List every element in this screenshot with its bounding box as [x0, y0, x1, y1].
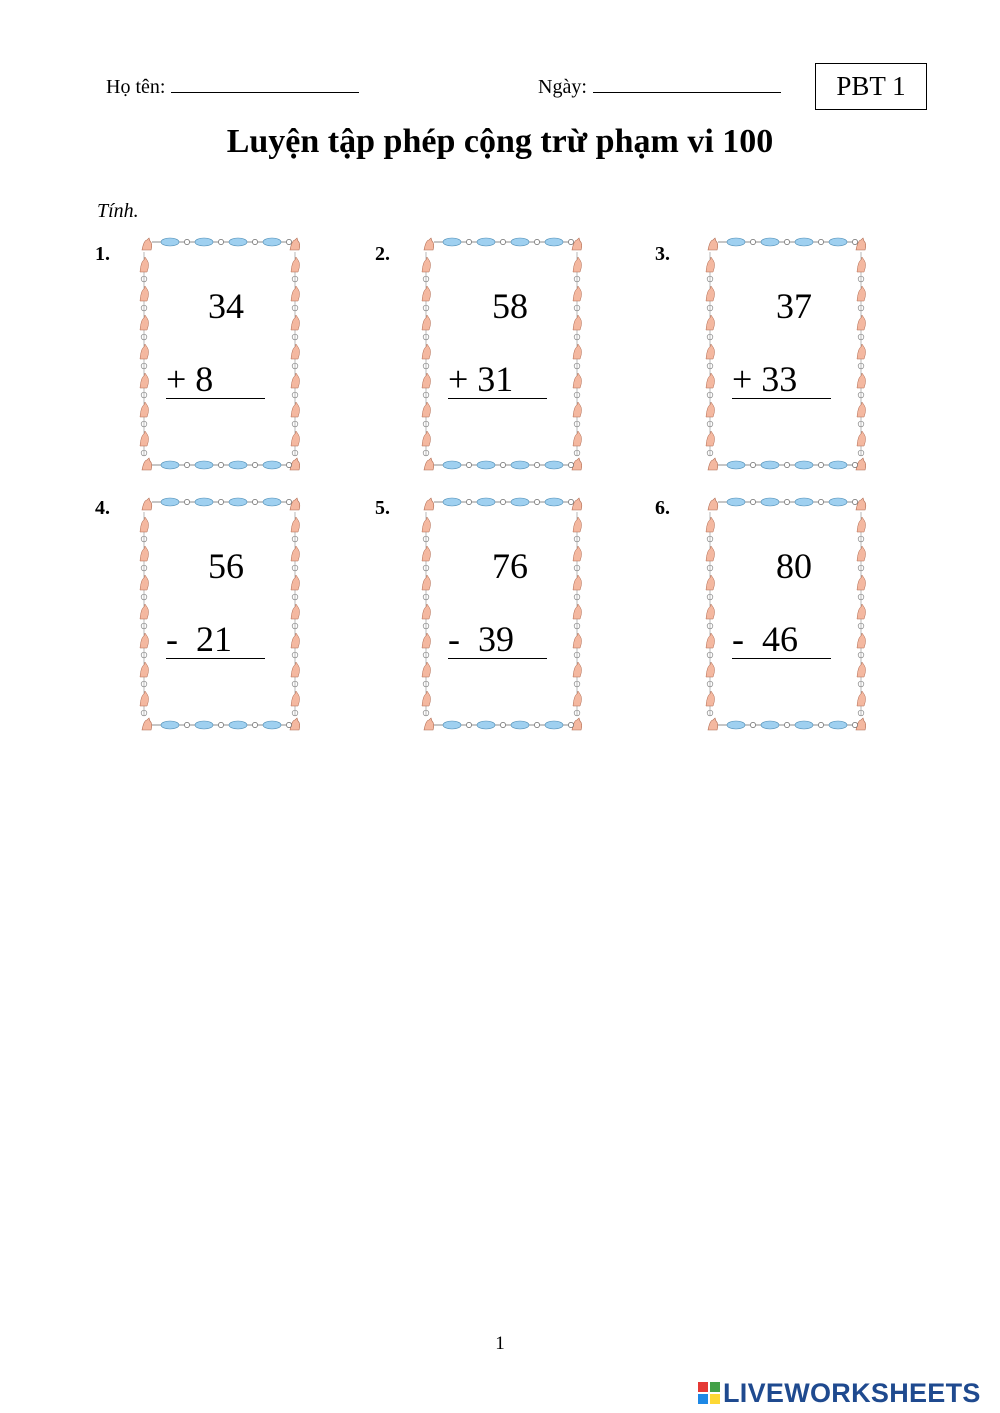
bead-icon: [750, 239, 755, 244]
problem-number: 6.: [655, 497, 670, 519]
fish-icon: [477, 461, 495, 469]
cat-icon: [422, 344, 431, 359]
cat-icon: [708, 458, 718, 470]
bead-icon: [534, 239, 539, 244]
problem-card: [704, 236, 868, 472]
bead-icon: [568, 722, 573, 727]
cat-icon: [422, 373, 431, 388]
cat-icon: [140, 286, 149, 301]
second-operand: - 39: [448, 619, 514, 659]
bead-icon: [218, 462, 223, 467]
fish-icon: [161, 461, 179, 469]
cat-icon: [422, 517, 431, 532]
cat-icon: [706, 344, 715, 359]
cat-icon: [422, 691, 431, 706]
first-operand: 37: [776, 286, 812, 326]
cat-icon: [857, 662, 866, 677]
bead-icon: [818, 239, 823, 244]
bead-icon: [184, 722, 189, 727]
cat-icon: [140, 575, 149, 590]
cat-icon: [291, 691, 300, 706]
cat-icon: [856, 238, 866, 250]
fish-icon: [727, 461, 745, 469]
cat-icon: [291, 344, 300, 359]
brand-footer[interactable]: [697, 1378, 981, 1408]
fish-icon: [443, 498, 461, 506]
problem-card: [704, 496, 868, 732]
first-operand: 34: [208, 286, 244, 326]
bead-icon: [500, 722, 505, 727]
cat-icon: [706, 575, 715, 590]
fish-icon: [195, 721, 213, 729]
name-blank[interactable]: [171, 74, 359, 93]
answer-line[interactable]: [448, 398, 547, 399]
bead-icon: [568, 239, 573, 244]
cat-icon: [706, 315, 715, 330]
bead-icon: [534, 499, 539, 504]
sheet-code-box: [815, 63, 927, 110]
cat-icon: [573, 402, 582, 417]
fish-icon: [727, 721, 745, 729]
bead-icon: [252, 499, 257, 504]
fish-icon: [229, 461, 247, 469]
bead-icon: [286, 722, 291, 727]
cat-icon: [291, 633, 300, 648]
bead-icon: [818, 722, 823, 727]
bead-icon: [568, 462, 573, 467]
cat-icon: [857, 633, 866, 648]
fish-icon: [511, 498, 529, 506]
bead-icon: [466, 462, 471, 467]
second-operand: - 21: [166, 619, 232, 659]
fish-icon: [795, 238, 813, 246]
fish-icon: [263, 461, 281, 469]
cat-icon: [706, 662, 715, 677]
fish-icon: [511, 461, 529, 469]
cat-icon: [140, 517, 149, 532]
bead-icon: [852, 499, 857, 504]
fish-icon: [829, 721, 847, 729]
fish-icon: [161, 238, 179, 246]
cat-icon: [706, 517, 715, 532]
cat-icon: [142, 238, 152, 250]
bead-icon: [750, 462, 755, 467]
cat-icon: [706, 431, 715, 446]
cat-icon: [140, 633, 149, 648]
cat-icon: [857, 575, 866, 590]
cat-icon: [706, 257, 715, 272]
cat-icon: [140, 402, 149, 417]
fish-icon: [477, 238, 495, 246]
bead-icon: [750, 722, 755, 727]
bead-icon: [750, 499, 755, 504]
date-blank[interactable]: [593, 74, 781, 93]
fish-icon: [477, 498, 495, 506]
fish-icon: [263, 721, 281, 729]
cat-icon: [422, 431, 431, 446]
cat-icon: [140, 344, 149, 359]
answer-line[interactable]: [448, 658, 547, 659]
first-operand: 76: [492, 546, 528, 586]
fish-icon: [511, 721, 529, 729]
cat-icon: [857, 315, 866, 330]
cat-icon: [424, 718, 434, 730]
cat-icon: [422, 546, 431, 561]
decorative-border: [138, 496, 302, 732]
bead-icon: [852, 239, 857, 244]
cat-icon: [857, 691, 866, 706]
name-field: [106, 74, 359, 99]
cat-icon: [708, 498, 718, 510]
cat-icon: [422, 257, 431, 272]
cat-icon: [573, 575, 582, 590]
first-operand: 80: [776, 546, 812, 586]
cat-icon: [573, 633, 582, 648]
fish-icon: [795, 721, 813, 729]
problem-number: 2.: [375, 243, 390, 265]
second-operand: + 33: [732, 359, 798, 399]
problem-number: 4.: [95, 497, 110, 519]
liveworksheets-logo-icon: [697, 1381, 721, 1405]
fish-icon: [443, 721, 461, 729]
fish-icon: [195, 461, 213, 469]
cat-icon: [291, 373, 300, 388]
problem-number: 5.: [375, 497, 390, 519]
sheet-code: PBT 1: [836, 71, 906, 101]
fish-icon: [545, 721, 563, 729]
cat-icon: [142, 458, 152, 470]
cat-icon: [706, 286, 715, 301]
cat-icon: [422, 315, 431, 330]
cat-icon: [142, 718, 152, 730]
cat-icon: [424, 238, 434, 250]
fish-icon: [443, 238, 461, 246]
decorative-border: [704, 496, 868, 732]
cat-icon: [291, 546, 300, 561]
bead-icon: [184, 462, 189, 467]
fish-icon: [545, 461, 563, 469]
cat-icon: [573, 315, 582, 330]
answer-line[interactable]: [732, 658, 831, 659]
cat-icon: [422, 402, 431, 417]
cat-icon: [140, 662, 149, 677]
cat-icon: [422, 286, 431, 301]
bead-icon: [184, 239, 189, 244]
bead-icon: [218, 499, 223, 504]
fish-icon: [761, 238, 779, 246]
cat-icon: [573, 344, 582, 359]
cat-icon: [706, 691, 715, 706]
bead-icon: [500, 499, 505, 504]
cat-icon: [291, 575, 300, 590]
fish-icon: [727, 238, 745, 246]
fish-icon: [795, 498, 813, 506]
problem-card: [420, 496, 584, 732]
bead-icon: [466, 499, 471, 504]
cat-icon: [857, 344, 866, 359]
cat-icon: [140, 373, 149, 388]
cat-icon: [140, 315, 149, 330]
cat-icon: [706, 402, 715, 417]
bead-icon: [286, 462, 291, 467]
bead-icon: [466, 239, 471, 244]
cat-icon: [140, 257, 149, 272]
cat-icon: [573, 517, 582, 532]
cat-icon: [573, 257, 582, 272]
fish-icon: [263, 238, 281, 246]
cat-icon: [291, 286, 300, 301]
cat-icon: [422, 633, 431, 648]
bead-icon: [286, 239, 291, 244]
cat-icon: [572, 498, 582, 510]
fish-icon: [795, 461, 813, 469]
cat-icon: [422, 662, 431, 677]
cat-icon: [291, 315, 300, 330]
answer-line[interactable]: [732, 398, 831, 399]
cat-icon: [706, 373, 715, 388]
problem-card: [138, 496, 302, 732]
fish-icon: [161, 721, 179, 729]
first-operand: 58: [492, 286, 528, 326]
fish-icon: [443, 461, 461, 469]
cat-icon: [422, 604, 431, 619]
date-label: Ngày:: [538, 76, 587, 98]
fish-icon: [761, 721, 779, 729]
cat-icon: [291, 517, 300, 532]
bead-icon: [852, 722, 857, 727]
cat-icon: [290, 238, 300, 250]
fish-icon: [829, 461, 847, 469]
bead-icon: [818, 499, 823, 504]
cat-icon: [857, 604, 866, 619]
cat-icon: [857, 431, 866, 446]
bead-icon: [784, 722, 789, 727]
cat-icon: [424, 498, 434, 510]
fish-icon: [727, 498, 745, 506]
fish-icon: [195, 238, 213, 246]
cat-icon: [708, 238, 718, 250]
fish-icon: [263, 498, 281, 506]
cat-icon: [140, 604, 149, 619]
bead-icon: [252, 722, 257, 727]
bead-icon: [784, 239, 789, 244]
bead-icon: [534, 462, 539, 467]
cat-icon: [424, 458, 434, 470]
name-label: Họ tên:: [106, 76, 166, 98]
cat-icon: [708, 718, 718, 730]
cat-icon: [291, 431, 300, 446]
bead-icon: [852, 462, 857, 467]
cat-icon: [573, 431, 582, 446]
fish-icon: [829, 498, 847, 506]
page-title: Luyện tập phép cộng trừ phạm vi 100: [226, 123, 774, 160]
cat-icon: [573, 373, 582, 388]
cat-icon: [422, 575, 431, 590]
bead-icon: [286, 499, 291, 504]
cat-icon: [857, 373, 866, 388]
cat-icon: [706, 633, 715, 648]
bead-icon: [784, 499, 789, 504]
cat-icon: [573, 546, 582, 561]
cat-icon: [573, 286, 582, 301]
cat-icon: [857, 402, 866, 417]
bead-icon: [500, 462, 505, 467]
fish-icon: [545, 238, 563, 246]
cat-icon: [291, 604, 300, 619]
bead-icon: [184, 499, 189, 504]
cat-icon: [706, 546, 715, 561]
date-field: [538, 74, 781, 99]
bead-icon: [466, 722, 471, 727]
fish-icon: [161, 498, 179, 506]
bead-icon: [568, 499, 573, 504]
cat-icon: [573, 604, 582, 619]
cat-icon: [857, 286, 866, 301]
fish-icon: [229, 238, 247, 246]
cat-icon: [572, 238, 582, 250]
page-number: 1: [495, 1333, 505, 1354]
second-operand: - 46: [732, 619, 798, 659]
fish-icon: [545, 498, 563, 506]
cat-icon: [291, 402, 300, 417]
cat-icon: [290, 498, 300, 510]
cat-icon: [857, 257, 866, 272]
cat-icon: [140, 431, 149, 446]
bead-icon: [252, 462, 257, 467]
bead-icon: [500, 239, 505, 244]
problem-number: 3.: [655, 243, 670, 265]
cat-icon: [573, 662, 582, 677]
bead-icon: [218, 722, 223, 727]
fish-icon: [229, 498, 247, 506]
cat-icon: [142, 498, 152, 510]
cat-icon: [291, 662, 300, 677]
fish-icon: [829, 238, 847, 246]
bead-icon: [534, 722, 539, 727]
cat-icon: [857, 546, 866, 561]
answer-line[interactable]: [166, 658, 265, 659]
decorative-border: [704, 236, 868, 472]
cat-icon: [140, 691, 149, 706]
brand-name: LIVEWORKSHEETS: [723, 1377, 981, 1408]
cat-icon: [706, 604, 715, 619]
cat-icon: [291, 257, 300, 272]
decorative-border: [420, 236, 584, 472]
fish-icon: [477, 721, 495, 729]
cat-icon: [140, 546, 149, 561]
cat-icon: [573, 691, 582, 706]
problem-card: [420, 236, 584, 472]
fish-icon: [511, 238, 529, 246]
fish-icon: [195, 498, 213, 506]
instruction: Tính.: [97, 200, 139, 222]
fish-icon: [761, 498, 779, 506]
cat-icon: [857, 517, 866, 532]
first-operand: 56: [208, 546, 244, 586]
problem-number: 1.: [95, 243, 110, 265]
decorative-border: [420, 496, 584, 732]
problem-card: [138, 236, 302, 472]
bead-icon: [218, 239, 223, 244]
bead-icon: [784, 462, 789, 467]
cat-icon: [856, 498, 866, 510]
bead-icon: [818, 462, 823, 467]
fish-icon: [229, 721, 247, 729]
answer-line[interactable]: [166, 398, 265, 399]
bead-icon: [252, 239, 257, 244]
decorative-border: [138, 236, 302, 472]
fish-icon: [761, 461, 779, 469]
second-operand: + 31: [448, 359, 514, 399]
second-operand: + 8: [166, 359, 214, 399]
